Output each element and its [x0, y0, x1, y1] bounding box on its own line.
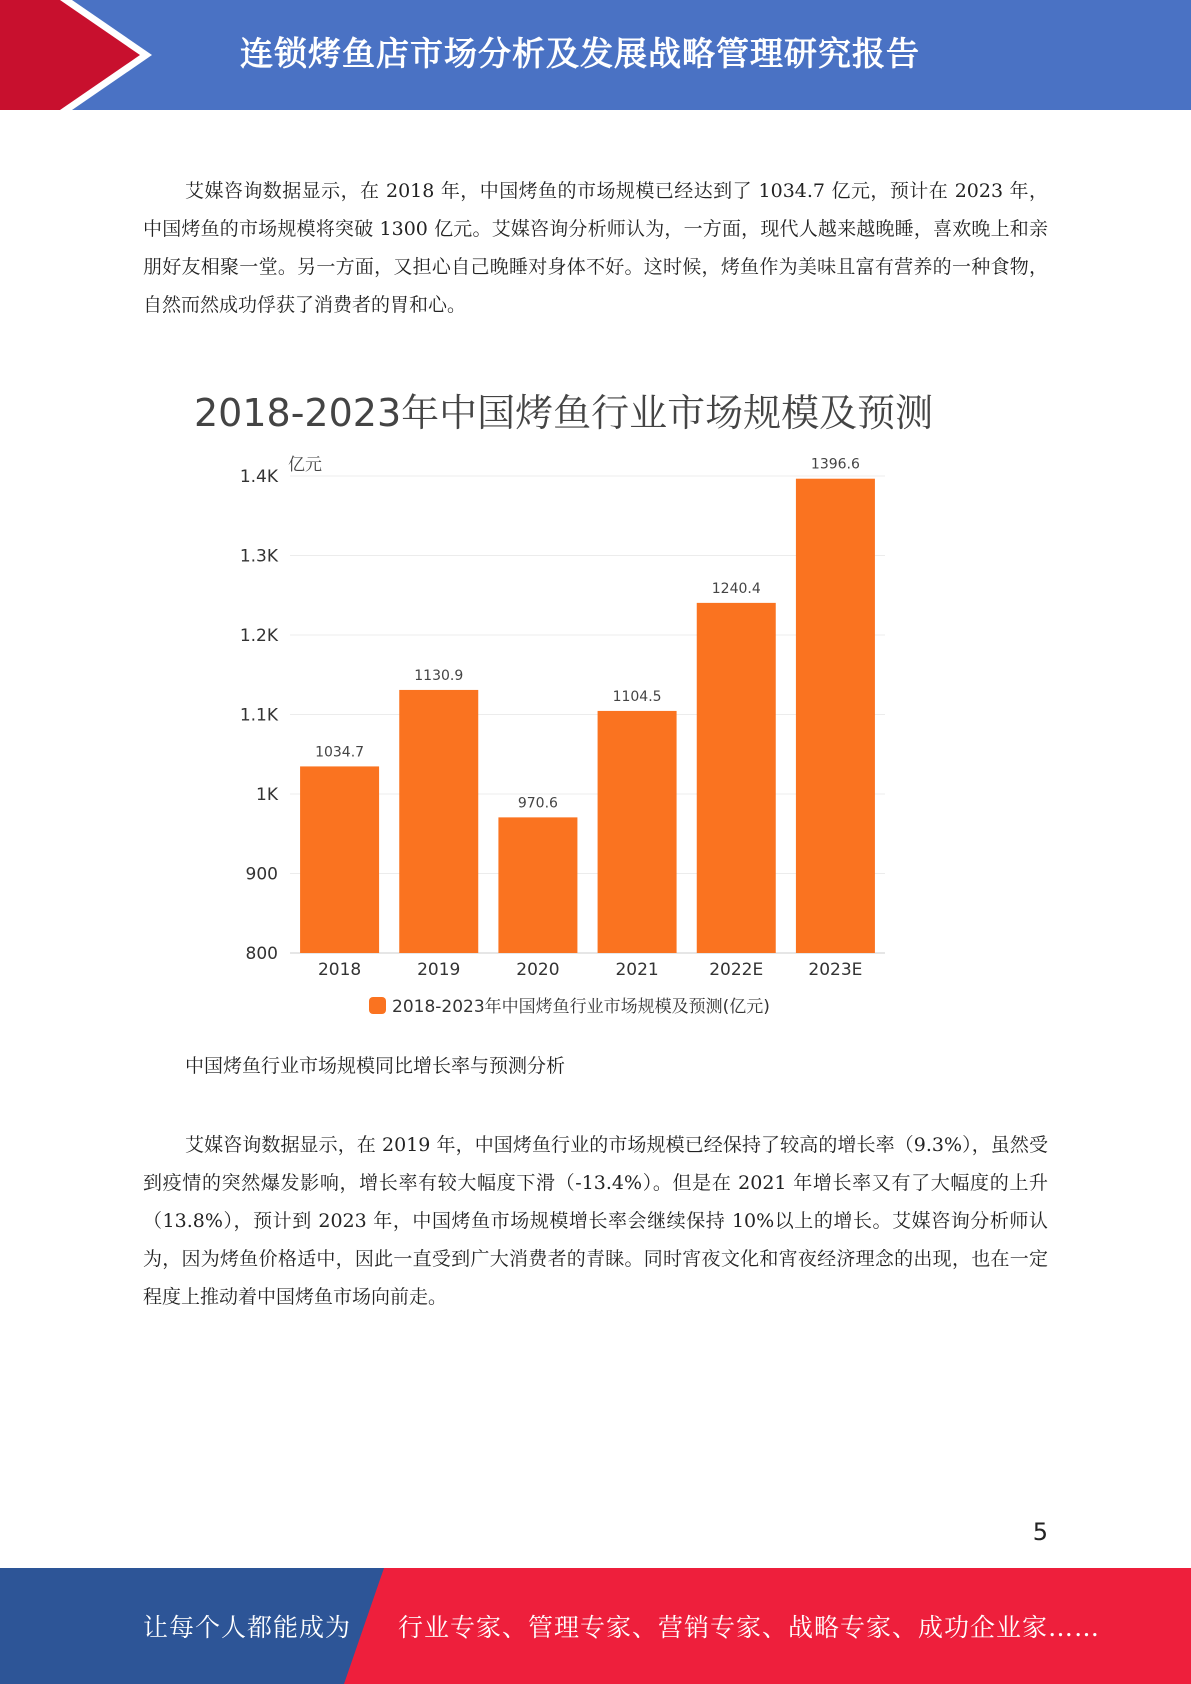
footer-slogan-left: 让每个人都能成为: [143, 1613, 352, 1642]
bar-value-label: 970.6: [517, 795, 558, 812]
page-footer: [0, 1568, 1191, 1684]
page-header: [0, 0, 1191, 110]
bar-value-label: 1130.9: [414, 667, 464, 684]
bar-value-label: 1240.4: [711, 580, 761, 597]
bar: [796, 479, 875, 953]
bar-value-label: 1104.5: [612, 688, 662, 705]
y-tick-label: 1K: [256, 785, 278, 805]
bar: [598, 711, 677, 953]
legend-label: 2018-2023年中国烤鱼行业市场规模及预测(亿元): [392, 997, 770, 1017]
header-arrow-decoration: [0, 0, 160, 110]
bar-value-label: 1396.6: [810, 456, 860, 473]
body-paragraph-1: 艾媒咨询数据显示，在 2018 年，中国烤鱼的市场规模已经达到了 1034.7 亿元，预计在 2023 年，中国烤鱼的市场规模将突破 1300 亿元。艾媒咨询分析师认为，一方面，现代人越来越晚睡，喜欢晚上和亲朋好友相聚一堂。另一方面，又担心自己晚睡对身体不好。这时候，烤鱼作为美味且富有营养的一种食物，自然而然成功俘获了消费者的胃和心。: [143, 180, 1048, 316]
bar: [399, 690, 478, 953]
body-paragraph-2: 艾媒咨询数据显示，在 2019 年，中国烤鱼行业的市场规模已经保持了较高的增长率（9.3%），虽然受到疫情的突然爆发影响，增长率有较大幅度下滑（-13.4%）。但是在 2021 年增长率又有了大幅度的上升（13.8%），预计到 2023 年，中国烤鱼市场规模增长率会继续保持 10%以上的增长。艾媒咨询分析师认为，因为烤鱼价格适中，因此一直受到广大消费者的青睐。同时宵夜文化和宵夜经济理念的出现，也在一定程度上推动着中国烤鱼市场向前走。: [143, 1134, 1048, 1308]
bar-chart: [180, 380, 1000, 1030]
x-tick-label: 2018: [317, 960, 362, 980]
y-tick-label: 1.4K: [239, 467, 278, 487]
legend-swatch: [369, 997, 386, 1014]
y-tick-label: 1.3K: [239, 546, 278, 567]
x-tick-label: 2019: [417, 960, 461, 980]
section-caption: 中国烤鱼行业市场规模同比增长率与预测分析: [185, 1055, 566, 1077]
page-number: 5: [1032, 1518, 1048, 1546]
x-tick-label: 2021: [615, 960, 659, 980]
y-tick-label: 900: [245, 864, 278, 885]
chart-unit-label: 亿元: [288, 455, 322, 475]
chart-title: 2018-2023年中国烤鱼行业市场规模及预测: [194, 391, 934, 435]
footer-slogan-right: 行业专家、管理专家、营销专家、战略专家、成功企业家……: [398, 1613, 1101, 1642]
x-tick-label: 2022E: [709, 960, 764, 980]
y-tick-label: 1.2K: [239, 626, 278, 646]
y-tick-label: 1.1K: [239, 705, 278, 726]
x-tick-label: 2023E: [808, 960, 863, 980]
y-tick-label: 800: [245, 944, 278, 964]
bar: [697, 603, 776, 953]
bar-value-label: 1034.7: [315, 744, 365, 761]
bar: [498, 817, 577, 953]
x-tick-label: 2020: [516, 960, 560, 980]
bar: [300, 766, 379, 953]
report-title: 连锁烤鱼店市场分析及发展战略管理研究报告: [240, 34, 920, 73]
